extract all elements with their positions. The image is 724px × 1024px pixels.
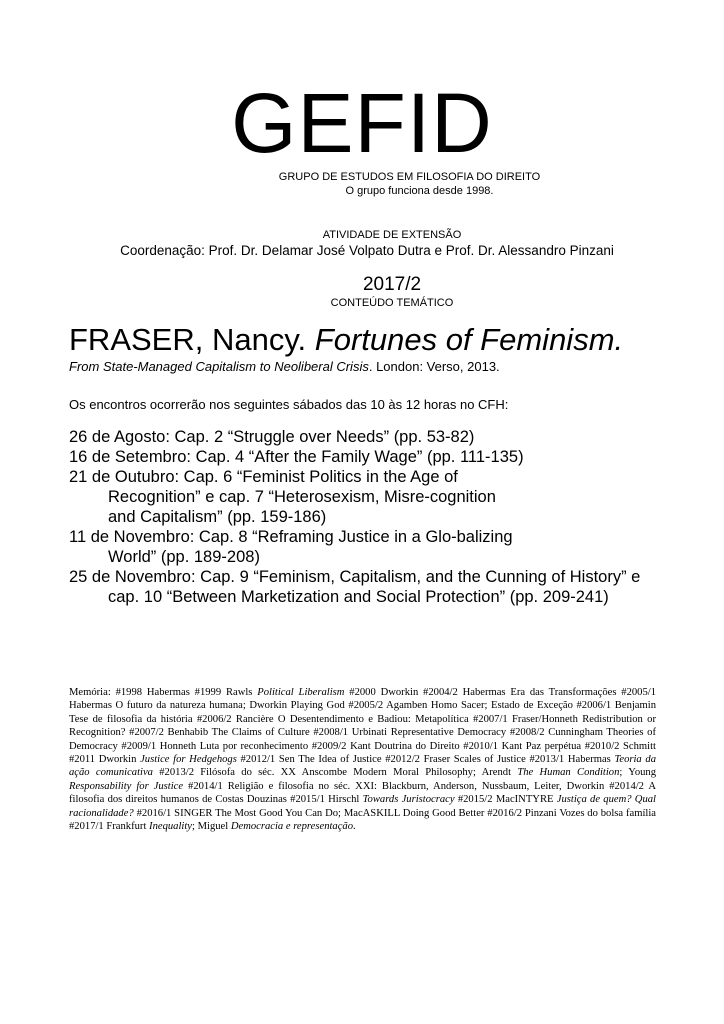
memoria-title: Justice for Hedgehogs [140, 754, 237, 766]
memoria-title: Justiça de quem? Qual racionalidade? [69, 794, 656, 819]
semester [0, 274, 724, 296]
memoria-title: Towards Juristocracy [362, 794, 455, 806]
book-reference [69, 322, 689, 375]
content-label [0, 296, 724, 310]
activity-block [0, 228, 724, 259]
book-title: Fortunes of Feminism. [314, 322, 624, 357]
meetings-intro: Os encontros ocorrerão nos seguintes sábados das 10 às 12 horas no CFH: [69, 397, 509, 412]
session-item: 11 de Novembro: Cap. 8 “Reframing Justice in a Glo-balizing World” (pp. 189-208) [69, 528, 513, 566]
session-item: 25 de Novembro: Cap. 9 “Feminism, Capitalism, and the Cunning of History” e cap. 10 “Between Marketization and Social Protection” (pp. 209-241) [69, 568, 641, 606]
coordination: Coordenação: Prof. Dr. Delamar José Volpato Dutra e Prof. Dr. Alessandro Pinzani [120, 243, 614, 258]
book-publication: . London: Verso, 2013. [368, 359, 500, 374]
activity-label: ATIVIDADE DE EXTENSÃO [322, 229, 462, 241]
session-item: 26 de Agosto: Cap. 2 “Struggle over Needs” (pp. 53-82) [69, 428, 475, 446]
memoria-title: Political Liberalism [257, 687, 345, 698]
memoria-title: Democracia e representação [230, 821, 354, 833]
session-item: 21 de Outubro: Cap. 6 “Feminist Politics in the Age of Recognition” e cap. 7 “Heterosexism, Misre-cognition and Capitalism” (pp. 159-186) [69, 468, 496, 526]
group-since: O grupo funciona desde 1998. [345, 185, 494, 197]
book-main-line [69, 322, 689, 358]
session-item: 16 de Setembro: Cap. 4 “After the Family Wage” (pp. 111-135) [69, 448, 524, 466]
memoria-text: ; Young [619, 767, 657, 779]
memoria-text: #2016/1 SINGER The Most Good You Can Do; MacASKILL Doing Good Better #2016/2 Pinzani Vozes do bolsa família #2017/1 Frankfurt [69, 807, 656, 833]
memoria-text: #2000 Dworkin #2004/2 Habermas Era das Transformações #2005/1 Habermas O futuro da natureza humana; Dworkin Playing God #2005/2 Agamben Homo Sacer; Estado de Exceção #2006/1 Benjamin Tese de filosofia da história #2006/2 Rancière O Desentendimento e Badiou: Metapolítica #2007/1 Fraser/Honneth Redistribution or Recognition? #2007/2 Benhabib The Claims of Culture #2008/1 Urbinati Representative Democracy #2008/2 Cunningham Theories of Democracy #2009/1 Honneth Luta por reconhecimento #2009/2 Kant Doutrina do Direito #2010/1 Kant Paz perpétua #2010/2 Schmitt #2011 Dworkin [69, 687, 657, 766]
memoria-text: #2012/1 Sen The Idea of Justice #2012/2 Fraser Scales of Justice #2013/1 Habermas [236, 754, 615, 766]
memoria-text: . [353, 821, 356, 833]
memoria-text: #2014/1 Religião e filosofia no séc. XXI: Blackburn, Anderson, Nussbaum, Leiter, Dworkin #2014/2 A filosofia dos direitos humanos de Costas Douzinas #2015/1 Hirschl [69, 780, 657, 806]
group-name: GRUPO DE ESTUDOS EM FILOSOFIA DO DIREITO [278, 171, 541, 183]
memoria-title: The Human Condition [517, 767, 620, 779]
book-subtitle: From State-Managed Capitalism to Neoliberal Crisis [69, 359, 369, 374]
group-info [0, 170, 724, 198]
memoria-text: #2015/2 MacINTYRE [454, 794, 557, 806]
semester-text: 2017/2 [362, 274, 422, 295]
memoria-title: Responsability for Justice [69, 780, 184, 792]
page-title: GEFID [231, 76, 493, 170]
memoria-text: ; Miguel [192, 821, 231, 833]
memoria-text: Memória: #1998 Habermas #1999 Rawls [69, 687, 258, 698]
memoria-title: Inequality [149, 821, 192, 833]
book-sub-line [69, 358, 689, 375]
memoria-title: Teoria da ação comunicativa [69, 754, 656, 779]
memoria-text: #2013/2 Filósofa do séc. XX Anscombe Modern Moral Philosophy; Arendt [152, 767, 518, 779]
memoria-paragraph [69, 686, 656, 833]
book-author: FRASER, Nancy. [69, 322, 315, 357]
content-label-text: CONTEÚDO TEMÁTICO [330, 297, 454, 309]
session-list [69, 427, 669, 607]
